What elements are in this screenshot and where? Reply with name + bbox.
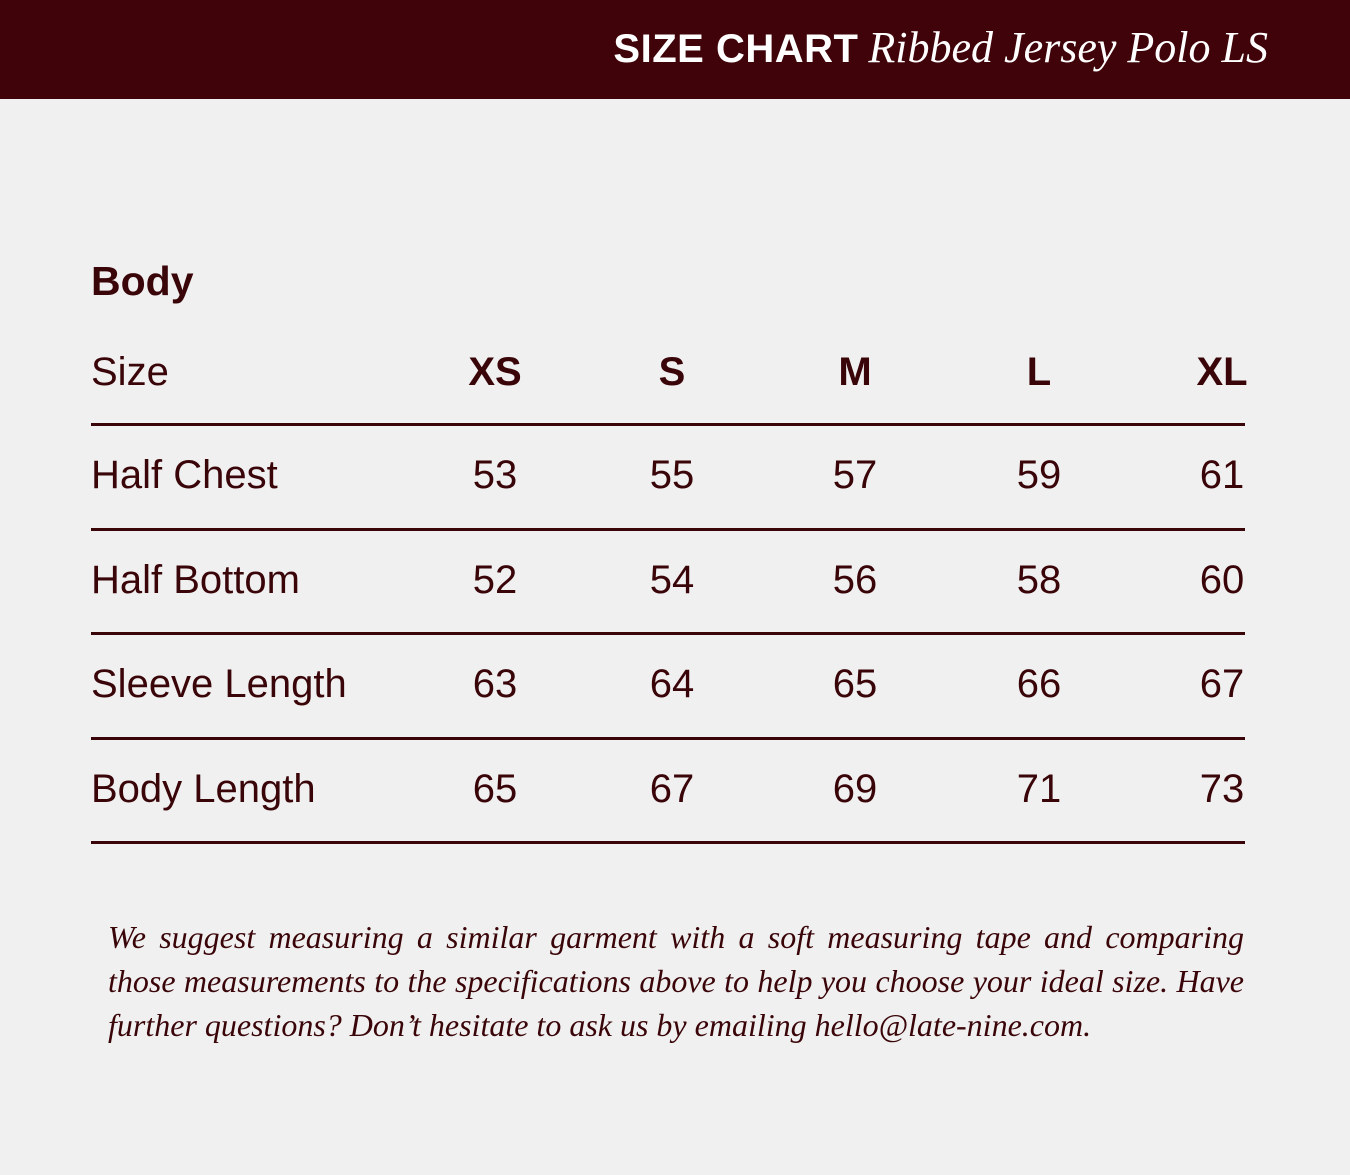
row-label-body-length: Body Length [91,767,316,811]
table-divider [91,632,1245,635]
table-cell: 58 [1016,558,1062,602]
product-name: Ribbed Jersey Polo LS [868,23,1268,72]
size-header-xs: XS [468,350,522,394]
table-cell: 53 [472,453,518,497]
table-cell: 65 [472,767,518,811]
table-cell: 63 [472,662,518,706]
table-cell: 66 [1016,662,1062,706]
table-cell: 65 [832,662,878,706]
size-chart-label: SIZE CHART [613,27,859,71]
header-banner [0,0,1350,99]
table-cell: 54 [649,558,695,602]
table-cell: 71 [1016,767,1062,811]
row-label-half-chest: Half Chest [91,453,278,497]
table-divider [91,423,1245,426]
table-row [91,747,1245,851]
size-header-xl: XL [1196,350,1248,394]
size-header-m: M [838,350,872,394]
table-cell: 59 [1016,453,1062,497]
table-cell: 56 [832,558,878,602]
table-cell: 64 [649,662,695,706]
measuring-note: We suggest measuring a similar garment with a soft measuring tape and comparing those measurements to the specifications above to help you choose your ideal size. Have further questions? Don’t hesitate to ask us by emailing hello@late-nine.com. [108,919,1244,1043]
table-cell: 60 [1199,558,1245,602]
size-table [91,330,1248,811]
table-cell: 67 [1199,662,1245,706]
table-row [91,433,1245,537]
table-cell: 61 [1199,453,1245,497]
table-divider [91,841,1245,844]
table-row [91,538,1245,642]
table-cell: 67 [649,767,695,811]
table-cell: 73 [1199,767,1245,811]
size-column-label: Size [91,350,169,394]
row-label-half-bottom: Half Bottom [91,558,300,602]
table-divider [91,737,1245,740]
table-cell: 55 [649,453,695,497]
table-row [91,642,1245,746]
section-title: Body [91,258,194,304]
table-cell: 52 [472,558,518,602]
table-divider [91,528,1245,531]
size-header-l: L [1026,350,1052,394]
size-header-s: S [658,350,686,394]
table-cell: 57 [832,453,878,497]
row-label-sleeve-length: Sleeve Length [91,662,347,706]
table-header-row [91,330,1248,425]
header-title [613,22,1268,84]
table-cell: 69 [832,767,878,811]
